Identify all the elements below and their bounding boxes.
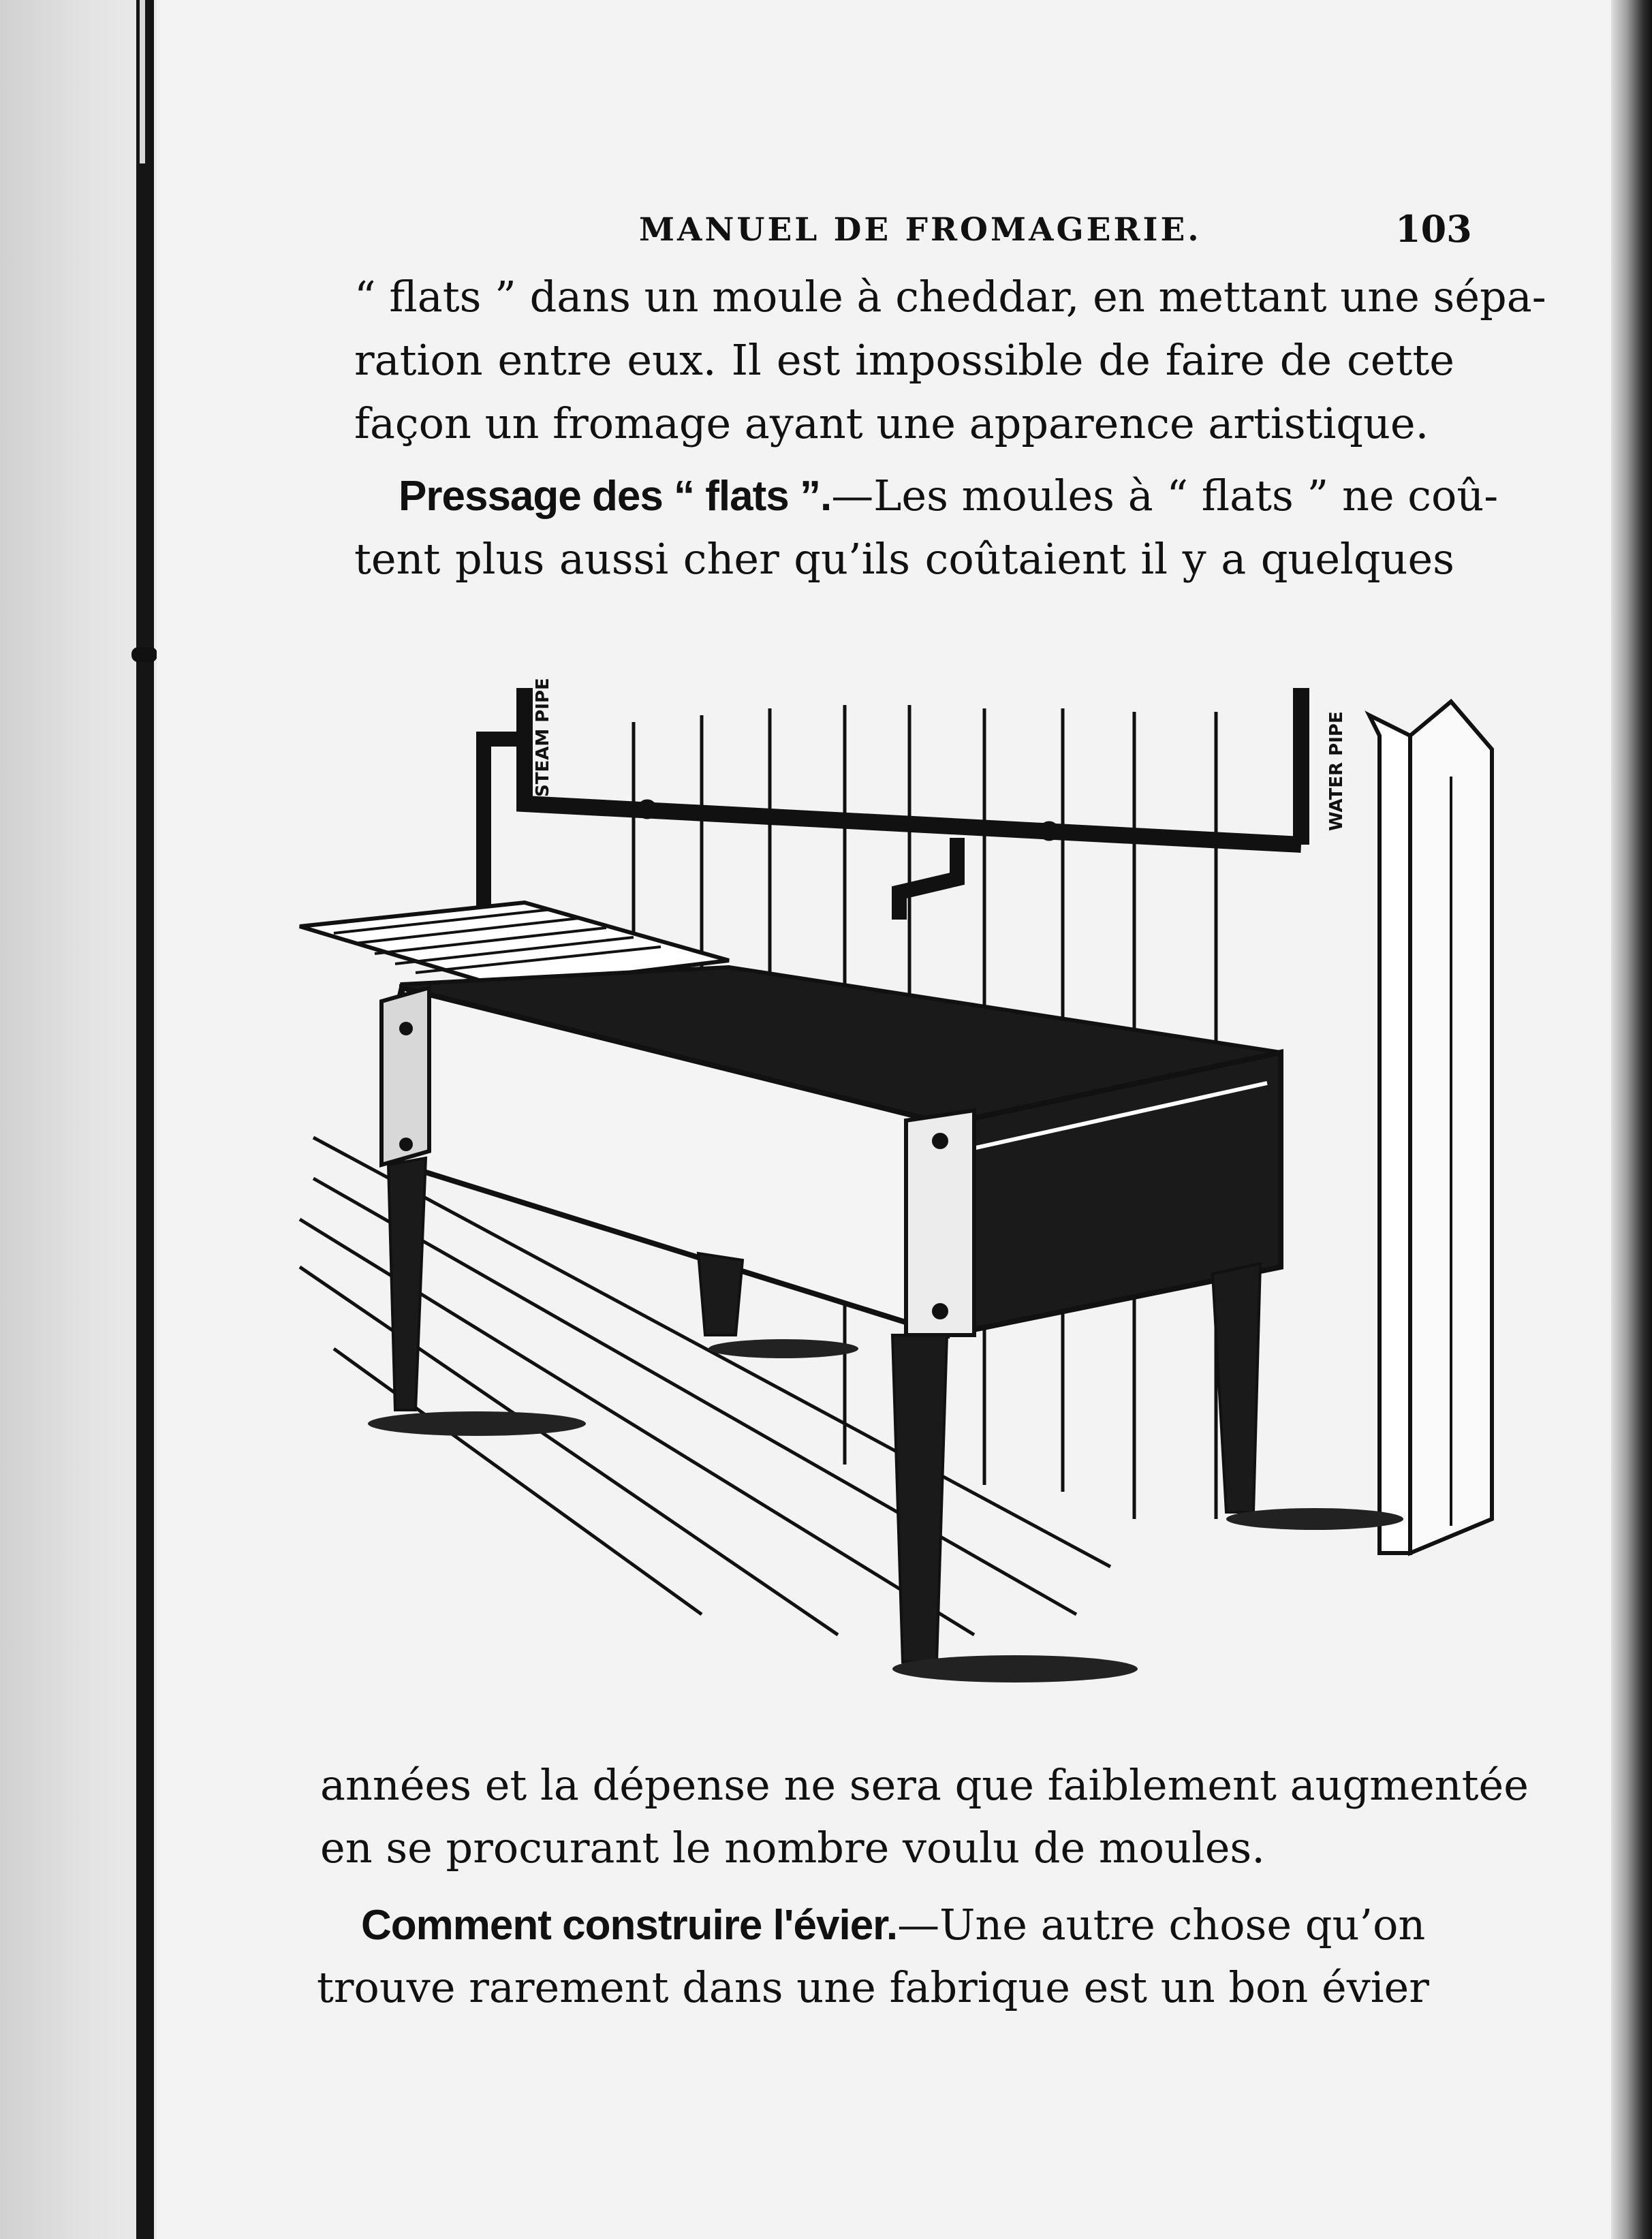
body-line: en se procurant le nombre voulu de moules.: [320, 1823, 1265, 1873]
water-pipe-label: WATER PIPE: [1326, 711, 1347, 831]
sink-illustration: [293, 633, 1512, 1723]
sink-tank: [381, 967, 1281, 1335]
section-heading-evier: Comment construire l'évier.: [361, 1902, 898, 1949]
page-number: 103: [1395, 207, 1472, 251]
end-post: [1369, 702, 1492, 1553]
section-text: —Les moules à “ flats ” ne coû-: [831, 471, 1499, 520]
section-line: [361, 1900, 1426, 1950]
book-spine: [136, 0, 154, 2239]
running-head-title: MANUEL DE FROMAGERIE.: [639, 211, 1202, 249]
pipes: [484, 688, 1301, 920]
body-line: ration entre eux. Il est impossible de faire de cette: [354, 335, 1454, 385]
page-edge-shadow: [1611, 0, 1652, 2239]
section-text: —Une autre chose qu’on: [897, 1900, 1426, 1950]
section-heading-pressage: Pressage des “ flats ”.: [399, 473, 832, 520]
spine-thread-knot: [131, 647, 157, 662]
section-line: [399, 471, 1499, 521]
body-line: trouve rarement dans une fabrique est un bon évier: [317, 1962, 1429, 2012]
binding-gutter: [0, 0, 157, 2239]
body-line: “ flats ” dans un moule à cheddar, en mettant une sépa-: [354, 272, 1546, 322]
body-line: années et la dépense ne sera que faiblement augmentée: [320, 1760, 1529, 1810]
spine-highlight: [140, 0, 145, 163]
steam-pipe-label: STEAM PIPE: [533, 678, 553, 797]
body-line: façon un fromage ayant une apparence artistique.: [354, 398, 1429, 448]
body-line: tent plus aussi cher qu’ils coûtaient il y a quelques: [354, 534, 1454, 584]
running-head: [639, 207, 1472, 251]
